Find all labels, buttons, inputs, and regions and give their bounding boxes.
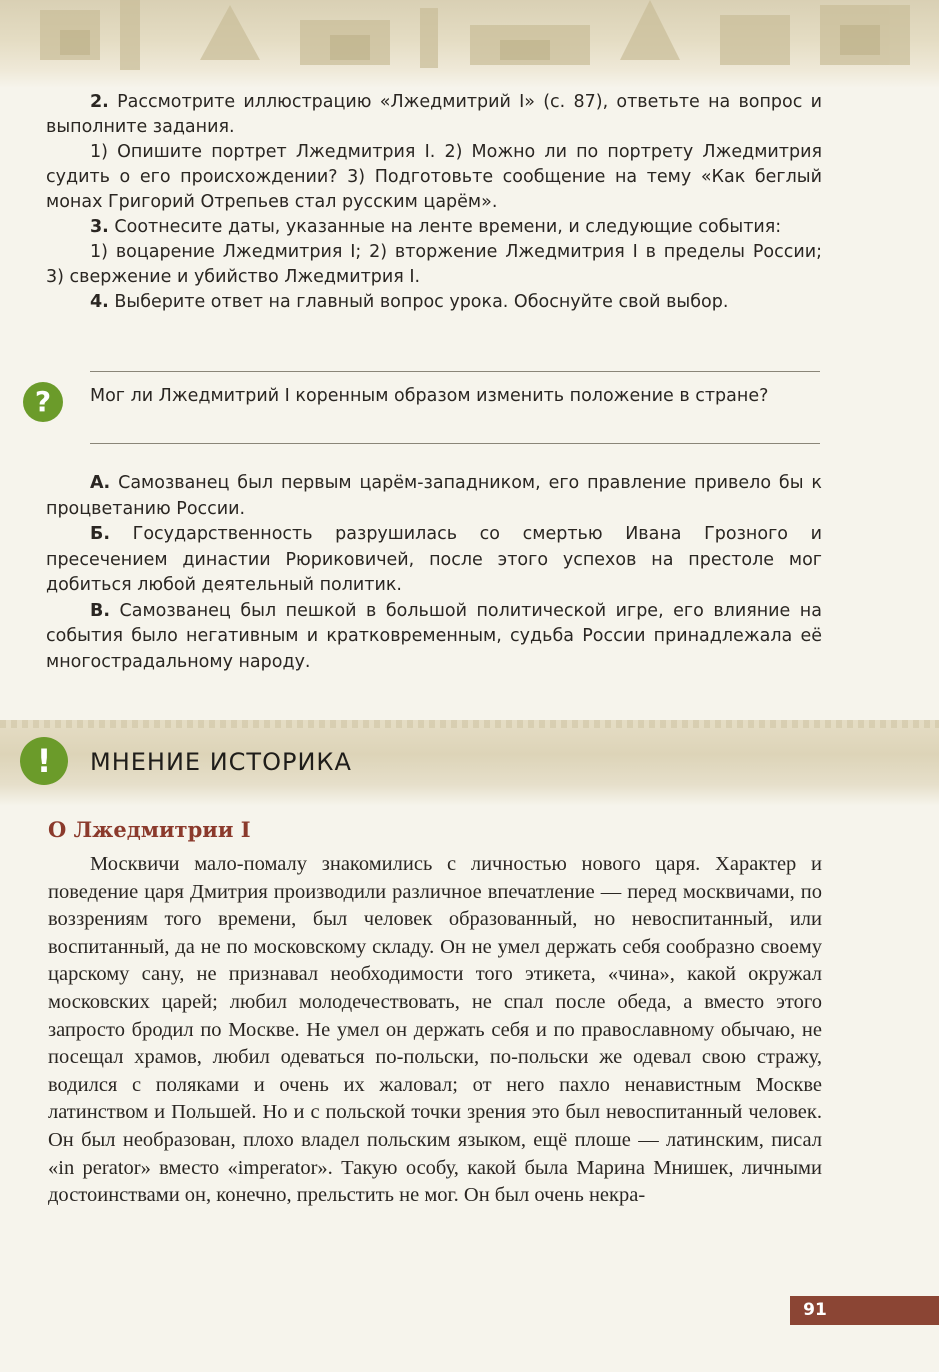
task-2-number: 2. [90,92,109,112]
section-subtitle: О Лжедмитрии I [48,817,251,842]
page-number: 91 [803,1300,827,1320]
answer-a-letter: А. [90,473,111,493]
task-4-text: Выберите ответ на главный вопрос урока. Обоснуйте свой выбор. [114,292,729,312]
answer-b [46,522,822,599]
top-decorative-band [0,0,939,88]
answer-a [46,471,822,522]
decorative-illustration [0,0,939,88]
task-2 [46,90,822,140]
answer-a-text: Самозванец был первым царём-западником, его правление привело бы к процветанию России. [46,473,822,519]
task-3-items: 1) воцарение Лжедмитрия I; 2) вторжение Лжедмитрия I в пределы России; 3) свержение и убийство Лжедмитрия I. [46,242,822,287]
task-3-text: Соотнесите даты, указанные на ленте времени, и следующие события: [114,217,782,237]
task-3 [46,215,822,240]
task-2-text: Рассмотрите иллюстрацию «Лжедмитрий I» (с. 87), ответьте на вопрос и выполните задания. [46,92,822,137]
exclamation-icon: ! [20,737,68,785]
historian-text: Москвичи мало-помалу знакомились с личностью нового царя. Характер и поведение царя Дмитрия производили различное впечатление — перед москвичами, по воззрениям того времени, был человек образованный, но невоспитанный, или воспитанный, да не по московскому складу. Он не умел держать себя сообразно своему царскому сану, не признавал необходимости того этикета, «чина», какой окружал московских царей; любил молодечествовать, не спал после обеда, а вместо этого запросто бродил по Москве. Не умел он держать себя и по православному обычаю, не посещал храмов, любил одеваться по-польски, по-польски же одевал свою стражу, водился с поляками и очень их жаловал; от него пахло ненавистным Москве латинством и Польшей. Но и с польской точки зрения это был невоспитанный человек. Он был необразован, плохо владел польским языком, ещё плоше — латинским, писал «in perator» вместо «imperator». Такую особу, какой была Марина Мнишек, личными достоинствами он, конечно, прельстить не мог. Он был очень некра- [48,853,822,1207]
answer-c [46,599,822,676]
answer-options [46,471,822,675]
historian-text-block [48,851,822,1210]
answer-c-text: Самозванец был пешкой в большой политической игре, его влияние на события было негативным и кратковременным, судьба России принадлежала её многострадальному народу. [46,600,822,672]
task-2-items: 1) Опишите портрет Лжедмитрия I. 2) Можно ли по портрету Лжедмитрия судить о его происхождении? 3) Подготовьте сообщение на тему «Как беглый монах Григорий Отрепьев стал русским царём». [46,142,822,212]
main-question: Мог ли Лжедмитрий I коренным образом изменить положение в стране? [90,386,769,406]
task-4-number: 4. [90,292,109,312]
question-mark-icon: ? [23,382,63,422]
question-bottom-rule [90,443,820,444]
tasks-block [46,90,822,315]
answer-b-letter: Б. [90,524,110,544]
answer-c-letter: В. [90,600,110,621]
answer-b-text: Государственность разрушилась со смертью Ивана Грозного и пресечением династии Рюриковичей, после этого успехов на престоле мог добиться любой деятельный политик. [46,524,822,595]
question-top-rule [90,371,820,372]
task-3-number: 3. [90,217,109,237]
section-title: МНЕНИЕ ИСТОРИКА [90,748,352,776]
task-4 [46,290,822,315]
